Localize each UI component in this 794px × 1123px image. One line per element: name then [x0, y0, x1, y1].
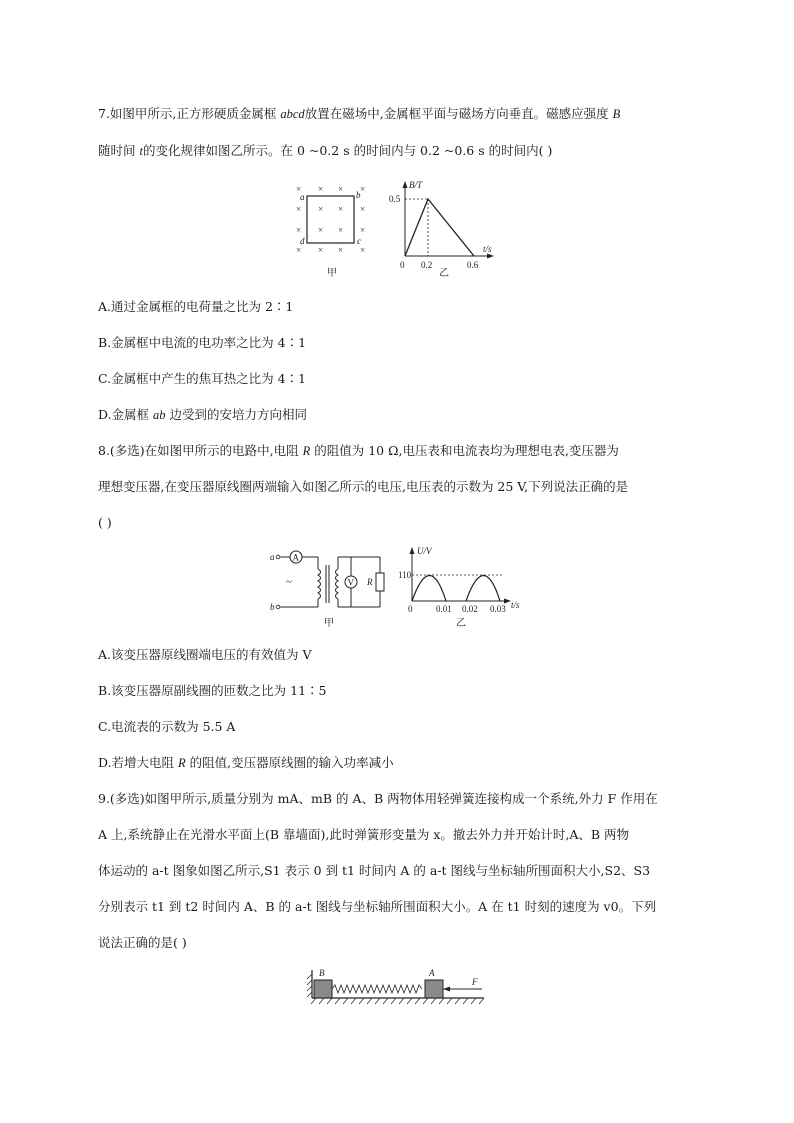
resistor-icon: [376, 573, 384, 591]
q7-option-b: B.金属框中电流的电功率之比为 4∶1: [98, 335, 307, 350]
x-tick-label: 0.2: [421, 260, 433, 270]
metal-frame: [307, 196, 354, 243]
q7-frame-label: abcd: [280, 107, 305, 121]
svg-text:×: ×: [296, 204, 302, 214]
figure-yi-label: 乙: [456, 618, 466, 629]
block-a-label: A: [429, 968, 435, 978]
svg-text:×: ×: [360, 184, 366, 194]
q9-stem-line5: 说法正确的是( ): [98, 935, 187, 950]
q7-stem-line2: [98, 143, 552, 159]
q9-stem-line1: 9.(多选)如图甲所示,质量分别为 mA、mB 的 A、B 两物体用轻弹簧连接构成一个系统,外力 F 作用在: [98, 791, 658, 806]
q8-figure-yi-graph: [398, 545, 533, 630]
terminal-b-label: b: [270, 602, 275, 612]
corner-c-label: c: [357, 236, 361, 246]
block-b: [314, 980, 332, 998]
q9-stem-line2: A 上,系统静止在光滑水平面上(B 靠墙面),此时弹簧形变量为 x。撤去外力并开始计时,A、B 两物: [98, 827, 630, 842]
q7-text: 随时间: [98, 143, 140, 158]
x-tick-label: 0.03: [490, 604, 506, 614]
q9-stem-line3: 体运动的 a-t 图象如图乙所示,S1 表示 0 到 t1 时间内 A 的 a-t 图线与坐标轴所围面积大小,S2、S3: [98, 863, 651, 878]
q8-stem-line3: ( ): [98, 515, 112, 530]
q7-symbol-B: B: [612, 107, 621, 121]
terminal-a-label: a: [270, 552, 275, 562]
x-axis-arrow: [487, 254, 494, 259]
x-axis-label: t/s: [511, 600, 520, 610]
q7-symbol-t: t: [139, 144, 143, 158]
resistor-label: R: [367, 577, 373, 587]
svg-text:×: ×: [296, 225, 302, 235]
svg-text:×: ×: [296, 184, 302, 194]
y-axis-label: U/V: [417, 546, 432, 556]
x-tick-label: 0: [408, 604, 413, 614]
svg-text:×: ×: [360, 245, 366, 255]
svg-text:×: ×: [360, 204, 366, 214]
q9-figure-spring-system: [302, 962, 492, 1010]
force-label: F: [472, 977, 478, 987]
q8-option-b: B.该变压器原副线圈的匝数之比为 11∶5: [98, 683, 327, 698]
q7-option-a: A.通过金属框的电荷量之比为 2∶1: [98, 299, 294, 314]
x-axis-label: t/s: [483, 244, 492, 254]
x-tick-label: 0.6: [467, 260, 479, 270]
corner-b-label: b: [356, 190, 361, 200]
spring: [332, 985, 422, 993]
block-a: [425, 980, 443, 998]
B-t-line: [405, 199, 474, 256]
q7-text: 7.如图甲所示,正方形硬质金属框: [98, 106, 281, 121]
y-tick-label: 0.5: [389, 194, 401, 204]
svg-text:×: ×: [360, 225, 366, 235]
figure-yi-label: 乙: [439, 268, 449, 278]
x-tick-label: 0.01: [436, 604, 452, 614]
figure-jia-label: 甲: [327, 268, 337, 278]
q7-text: 放置在磁场中,金属框平面与磁场方向垂直。磁感应强度: [304, 106, 613, 121]
q7-figure-yi-graph: [383, 178, 503, 278]
ammeter-label: A: [292, 552, 299, 563]
q7-option-d: D.金属框 ab 边受到的安培力方向相同: [98, 407, 308, 422]
svg-text:×: ×: [338, 245, 344, 255]
secondary-coil: [336, 569, 339, 599]
voltage-half-wave-1: [412, 576, 446, 602]
y-tick-label: 110: [398, 570, 412, 580]
y-axis-arrow: [410, 547, 415, 554]
q8-stem-line2: 理想变压器,在变压器原线圈两端输入如图乙所示的电压,电压表的示数为 25 V,下列说法正确的是: [98, 479, 629, 494]
q8-stem-line1: 8.(多选)在如图甲所示的电路中,电阻 R 的阻值为 10 Ω,电压表和电流表均为理想电表,变压器为: [98, 443, 619, 458]
svg-text:×: ×: [318, 204, 324, 214]
voltmeter-label: V: [347, 577, 354, 588]
ac-symbol: ~: [286, 576, 292, 588]
magnetic-field-crosses: [296, 184, 365, 255]
corner-d-label: d: [300, 236, 305, 246]
svg-text:×: ×: [318, 184, 324, 194]
svg-text:×: ×: [318, 245, 324, 255]
x-axis-arrow: [504, 599, 511, 604]
svg-text:×: ×: [296, 245, 302, 255]
y-axis-label: B/T: [409, 180, 423, 190]
svg-text:×: ×: [318, 225, 324, 235]
x-tick-label: 0: [400, 260, 405, 270]
q8-option-a: A.该变压器原线圈端电压的有效值为 V: [98, 647, 312, 662]
corner-a-label: a: [300, 192, 305, 202]
y-axis-arrow: [403, 181, 408, 188]
svg-text:×: ×: [338, 184, 344, 194]
q9-stem-line4: 分别表示 t1 到 t2 时间内 A、B 的 a-t 图线与坐标轴所围面积大小。A 在 t1 时刻的速度为 v0。下列: [98, 899, 657, 914]
force-arrowhead: [443, 987, 450, 992]
q8-option-c: C.电流表的示数为 5.5 A: [98, 719, 236, 734]
block-b-label: B: [319, 968, 325, 978]
q8-option-d: D.若增大电阻 R 的阻值,变压器原线圈的输入功率减小: [98, 755, 394, 770]
svg-text:×: ×: [338, 204, 344, 214]
q7-text: 的变化规律如图乙所示。在 0 ~0.2 s 的时间内与 0.2 ~0.6 s 的时间内( ): [142, 143, 553, 158]
q7-stem-line1: [98, 106, 620, 122]
svg-text:×: ×: [338, 225, 344, 235]
q7-figure-jia: [290, 178, 370, 278]
figure-jia-label: 甲: [324, 618, 334, 629]
voltage-half-wave-2: [466, 576, 500, 602]
primary-coil: [318, 569, 321, 599]
q8-figure-jia-circuit: [268, 545, 388, 630]
x-tick-label: 0.02: [462, 604, 478, 614]
q7-option-c: C.金属框中产生的焦耳热之比为 4∶1: [98, 371, 306, 386]
